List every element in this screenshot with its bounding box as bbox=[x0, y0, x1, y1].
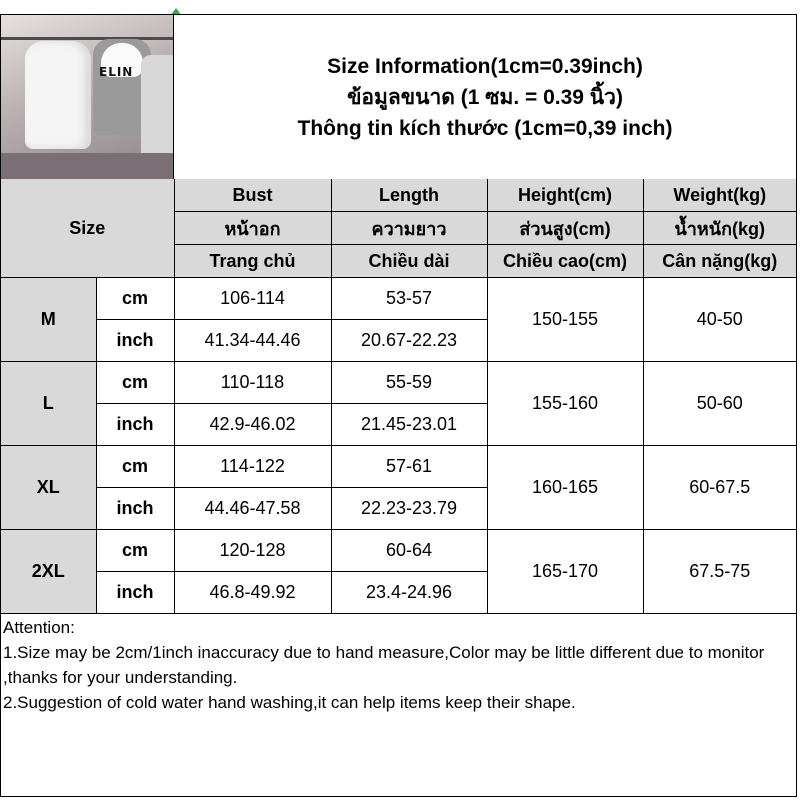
weight-header-vi: Cân nặng(kg) bbox=[643, 245, 796, 278]
bust-header-en: Bust bbox=[174, 179, 331, 212]
size-label: XL bbox=[1, 446, 96, 530]
length-cm-value: 53-57 bbox=[331, 278, 487, 320]
unit-inch: inch bbox=[96, 488, 174, 530]
size-column-header: Size bbox=[1, 179, 174, 278]
title-english: Size Information(1cm=0.39inch) bbox=[327, 54, 643, 78]
height-header-en: Height(cm) bbox=[487, 179, 643, 212]
length-cm-value: 57-61 bbox=[331, 446, 487, 488]
bust-inch-value: 41.34-44.46 bbox=[174, 320, 331, 362]
unit-cm: cm bbox=[96, 278, 174, 320]
height-value: 160-165 bbox=[487, 446, 643, 530]
unit-cm: cm bbox=[96, 530, 174, 572]
title-vietnamese: Thông tin kích thước (1cm=0,39 inch) bbox=[297, 116, 673, 140]
height-value: 155-160 bbox=[487, 362, 643, 446]
table-row bbox=[1, 362, 796, 404]
hoodie-logo-text: ELIN bbox=[99, 65, 134, 79]
bust-header-th: หน้าอก bbox=[174, 212, 331, 245]
size-label: L bbox=[1, 362, 96, 446]
header-row-english bbox=[1, 179, 796, 212]
height-value: 165-170 bbox=[487, 530, 643, 614]
length-cm-value: 60-64 bbox=[331, 530, 487, 572]
unit-cm: cm bbox=[96, 446, 174, 488]
bust-header-vi: Trang chủ bbox=[174, 245, 331, 278]
bust-cm-value: 114-122 bbox=[174, 446, 331, 488]
length-inch-value: 20.67-22.23 bbox=[331, 320, 487, 362]
title-block bbox=[174, 15, 796, 179]
height-header-vi: Chiều cao(cm) bbox=[487, 245, 643, 278]
length-inch-value: 21.45-23.01 bbox=[331, 404, 487, 446]
weight-header-en: Weight(kg) bbox=[643, 179, 796, 212]
white-hoodie-image bbox=[25, 41, 91, 149]
table-row bbox=[1, 278, 796, 320]
length-cm-value: 55-59 bbox=[331, 362, 487, 404]
weight-value: 60-67.5 bbox=[643, 446, 796, 530]
weight-value: 67.5-75 bbox=[643, 530, 796, 614]
size-chart-header bbox=[1, 15, 796, 180]
length-inch-value: 23.4-24.96 bbox=[331, 572, 487, 614]
clothes-rack bbox=[1, 37, 173, 40]
size-label: 2XL bbox=[1, 530, 96, 614]
attention-note-1: 1.Size may be 2cm/1inch inaccuracy due to hand measure,Color may be little different due to monitor ,thanks for your understanding. bbox=[3, 643, 765, 687]
bust-cm-value: 110-118 bbox=[174, 362, 331, 404]
length-header-th: ความยาว bbox=[331, 212, 487, 245]
product-photo bbox=[1, 15, 174, 179]
length-inch-value: 22.23-23.79 bbox=[331, 488, 487, 530]
bust-inch-value: 42.9-46.02 bbox=[174, 404, 331, 446]
size-chart-sheet bbox=[0, 14, 797, 797]
unit-inch: inch bbox=[96, 404, 174, 446]
attention-notes bbox=[3, 615, 793, 715]
length-header-vi: Chiều dài bbox=[331, 245, 487, 278]
height-value: 150-155 bbox=[487, 278, 643, 362]
bust-inch-value: 46.8-49.92 bbox=[174, 572, 331, 614]
unit-cm: cm bbox=[96, 362, 174, 404]
attention-heading: Attention: bbox=[3, 618, 75, 637]
third-hoodie-image bbox=[141, 55, 174, 165]
size-label: M bbox=[1, 278, 96, 362]
bust-cm-value: 106-114 bbox=[174, 278, 331, 320]
weight-header-th: น้ำหนัก(kg) bbox=[643, 212, 796, 245]
weight-value: 40-50 bbox=[643, 278, 796, 362]
table-row bbox=[1, 530, 796, 572]
unit-inch: inch bbox=[96, 572, 174, 614]
unit-inch: inch bbox=[96, 320, 174, 362]
floor bbox=[1, 153, 173, 179]
title-thai: ข้อมูลขนาด (1 ซม. = 0.39 นิ้ว) bbox=[347, 85, 623, 109]
weight-value: 50-60 bbox=[643, 362, 796, 446]
height-header-th: ส่วนสูง(cm) bbox=[487, 212, 643, 245]
length-header-en: Length bbox=[331, 179, 487, 212]
attention-note-2: 2.Suggestion of cold water hand washing,it can help items keep their shape. bbox=[3, 693, 576, 712]
bust-inch-value: 44.46-47.58 bbox=[174, 488, 331, 530]
table-row bbox=[1, 446, 796, 488]
size-table bbox=[1, 179, 796, 614]
bust-cm-value: 120-128 bbox=[174, 530, 331, 572]
